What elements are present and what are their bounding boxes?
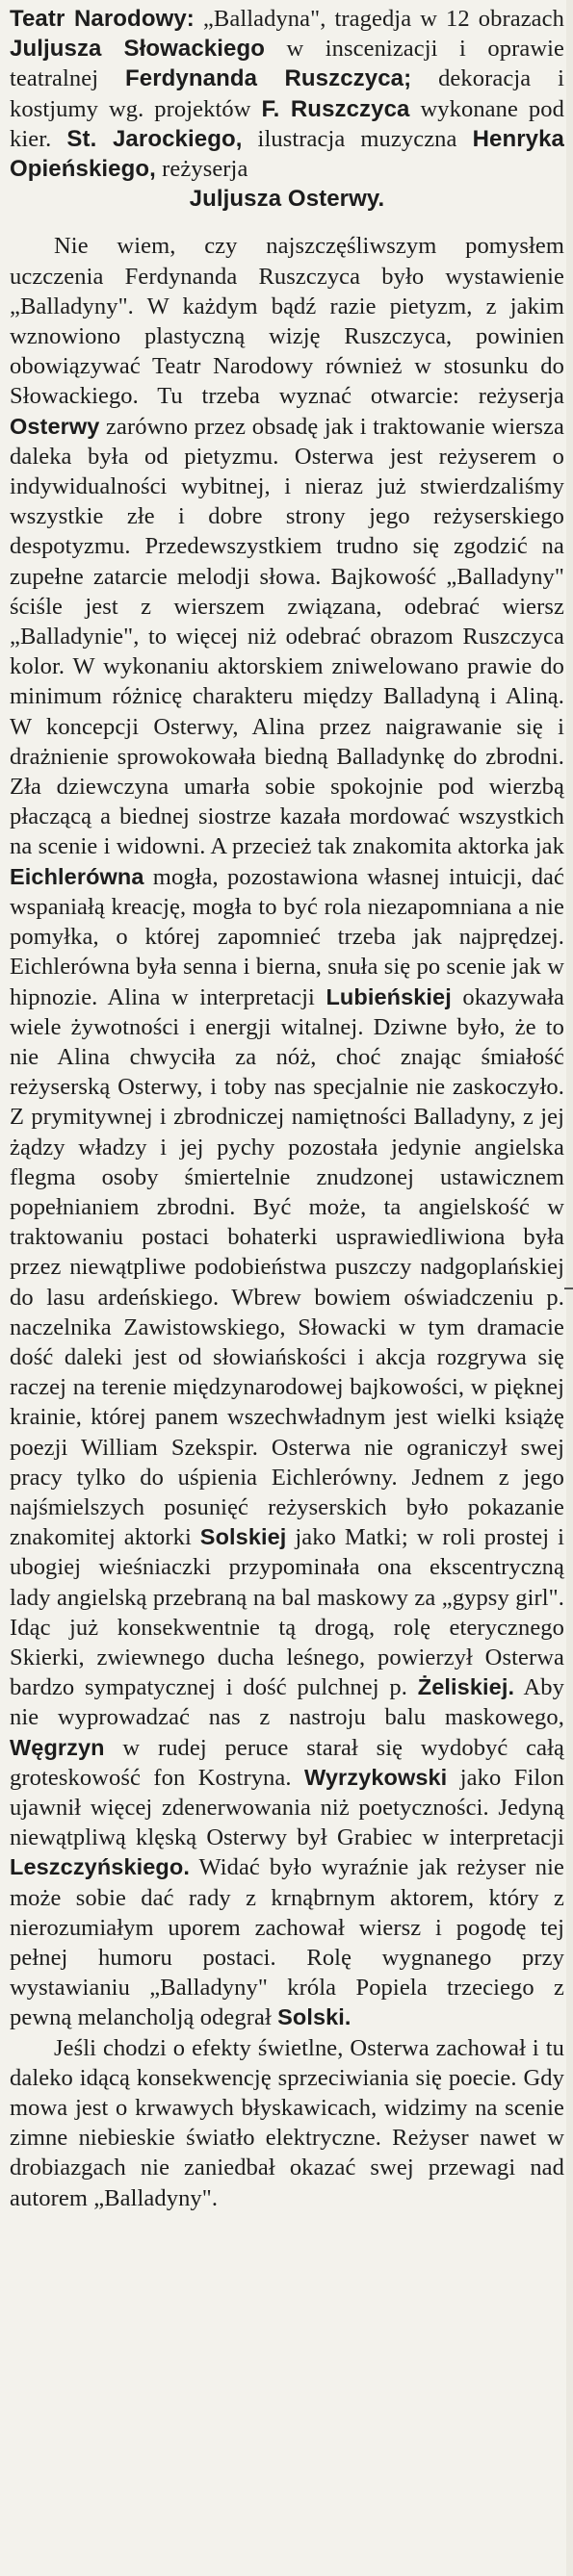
paragraph-main: Nie wiem, czy najszczęśliwszym pomysłem uczczenia Ferdynanda Ruszczyca było wystawienie „Balladyny". W każdym bądź razie pietyzm, z jakim wznowiono plastyczną wizję Ruszczyca, powinien obowiązywać Teatr Narodowy również w stosunku do Słowackiego. Tu trzeba wyznać otwarcie: reżyserja Osterwy zarówno przez obsadę jak i traktowanie wiersza daleka była od pietyzmu. Osterwa jest reżyserem o indywidualności wybitnej, i nieraz już stwierdzaliśmy wszystkie złe i dobre strony jego reżyserskiego despotyzmu. Przedewszystkiem trudno się zgodzić na zupełne zatarcie melodji słowa. Bajkowość „Balladyny" ściśle jest z wierszem związana, odebrać wiersz „Balladynie", to więcej niż odebrać obrazom Ruszczyca kolor. W wykonaniu aktorskiem zniwelowano prawie do minimum różnicę charakteru między Balladyną i Aliną. W koncepcji Osterwy, Alina przez naigrawanie się i drażnienie sprowokowała biedną Balladynkę do zbrodni. Zła dziewczyna umarła sobie spokojnie pod wierzbą płaczącą a biednej siostrze kazała mordować wszystkich na scenie i widowni. A przecież tak znakomita aktorka jak Eichlerówna mogła, pozostawiona własnej intuicji, dać wspaniałą kreację, mogła to być rola niezapomniana a nie pomyłka, o której zapomnieć trzeba jak najprędzej. Eichlerówna była senna i bierna, snuła się po scenie jak w hipnozie. Alina w interpretacji Lubieńskiej okazywała wiele żywotności i energji witalnej. Dziwne było, że to nie Alina chwyciła za nóż, choć znając śmiałość reżyserską Osterwy, i toby nas specjalnie nie zaskoczyło. Z prymitywnej i zbrodniczej namiętności Balladyny, z jej żądzy władzy i jej pychy pozostała jedynie angielska flegma osoby śmiertelnie znudzonej ustawicznem popełnianiem zbrodni. Być może, ta angielskość w traktowaniu postaci bohaterki usprawiedliwiona była przez niewątpliwe podobieństwa puszczy nadgoplańskiej do lasu ardeńskiego. Wbrew bowiem oświadczeniu p. naczelnika Zawistowskiego, Słowacki w tym dramacie dość daleki jest od słowiańskości i akcja rozgrywa się raczej na terenie międzynarodowej bajkowości, w pięknej krainie, której panem wszechwładnym jest wielki książę poezji William Szekspir. Osterwa nie ograniczył swej pracy tylko do uśpienia Eichlerówny. Jednem z jego najśmielszych posunięć reżyserskich było pokazanie znakomitej aktorki Solskiej jako Matki; w roli prostej i ubogiej wieśniaczki przypominała ona ekscentryczną lady angielską przebraną na bal maskowy za „gypsy girl". Idąc już konsekwentnie tą drogą, rolę eterycznego Skierki, zwiewnego ducha leśnego, powierzył Osterwa bardzo sympatycznej i dość pulchnej p. Żeliskiej. Aby nie wyprowadzać nas z nastroju balu maskowego, Węgrzyn w rudej peruce starał się wydobyć całą groteskowość fon Kostryna. Wyrzykowski jako Filon ujawnił więcej zdenerwowania niż poetyczności. Jedyną niewątpliwą klęską Osterwy był Grabiec w interpretacji Leszczyńskiego. Widać było wyraźnie jak reżyser nie może sobie dać rady z krnąbrnym aktorem, który z nierozumiałym uporem zachował wiersz i pogodę tej pełnej humoru postaci. Rolę wygnanego przy wystawianiu „Balladyny" króla Popiela trzeciego z pewną melancholją odegrał Solski.	[10, 233, 565, 2031]
theatre-name: Teatr Narodowy:	[10, 6, 195, 32]
review-article	[10, 4, 564, 2213]
paragraph-lighting: Jeśli chodzi o efekty świetlne, Osterwa zachował i tu daleko idącą konsekwencję sprzeciwiania się poecie. Gdy mowa jest o krwawych błyskawicach, widzimy na scenie zimne niebieskie światło elektryczne. Reżyser nawet w drobiazgach nie zaniedbał okazać swej przewagi nad autorem „Balladyny".	[10, 2034, 564, 2211]
column-divider	[564, 1288, 573, 1289]
article-header: Teatr Narodowy: „Balladyna", tragedja w 12 obrazach Juljusza Słowackiego w inscenizacji i oprawie teatralnej Ferdynanda Ruszczyca; dekoracja i kostjumy wg. projektów F. Ruszczyca wykonane pod kier. St. Jarockiego, ilustracja muzyczna Henryka Opieńskiego, reżyserja Juljusza Osterwy.	[10, 4, 564, 214]
director-name: Juljusza Osterwy.	[189, 186, 385, 213]
